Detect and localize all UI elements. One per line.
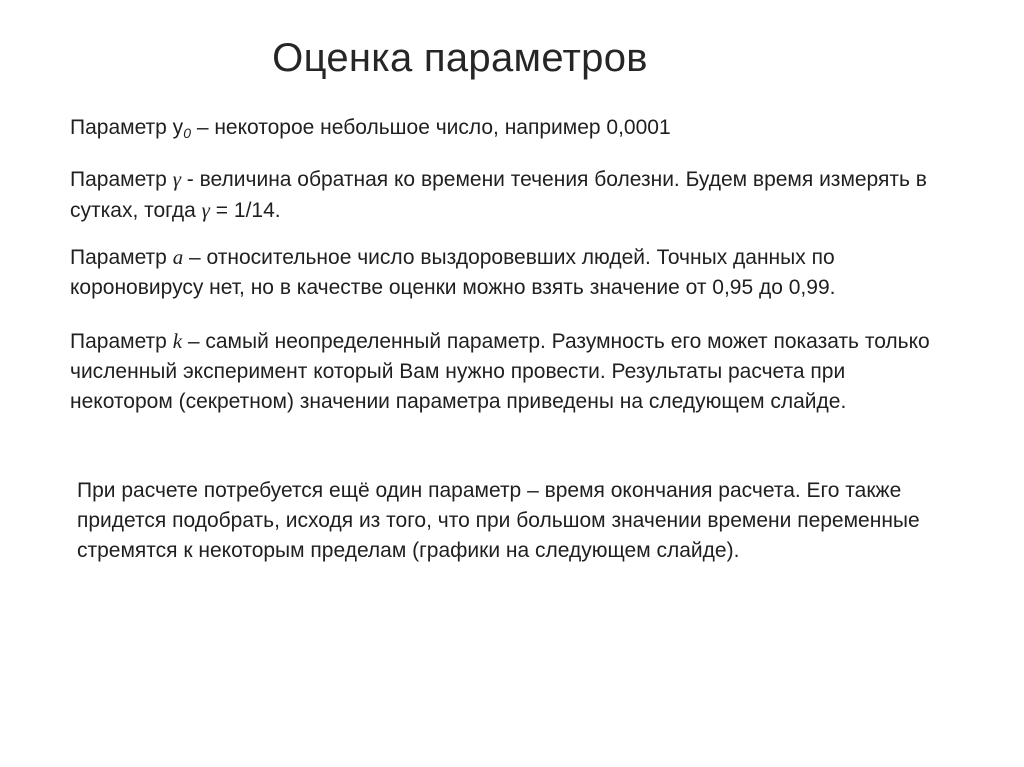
parameter-gamma-paragraph [70,164,950,226]
k-symbol: k [172,329,183,353]
end-time-paragraph: При расчете потребуется ещё один параметр – время окончания расчета. Его также придется подобрать, исходя из того, что при большом значении времени переменные стремятся к некоторым пределам (графики на следующем слайде). [77,479,920,562]
parameter-a-paragraph [70,242,950,303]
p3-prefix: Параметр [70,246,173,269]
p2-prefix: Параметр [70,168,173,191]
gamma-symbol-2: γ [201,198,210,222]
p1-prefix: Параметр y [70,116,184,139]
parameter-k-paragraph [70,326,950,417]
parameter-y0-paragraph [70,113,950,148]
a-symbol: a [172,245,184,269]
p3-rest: – относительное число выздоровевших людей. Точных данных по короновирусу нет, но в качестве оценки можно взять значение от 0,95 до 0,99. [70,246,836,299]
p4-rest: – самый неопределенный параметр. Разумность его может показать только численный эксперимент который Вам нужно провести. Результаты расчета при некотором (секретном) значении параметра приведены на следующем слайде. [70,330,930,413]
p1-subscript: 0 [183,125,191,141]
p2-middle: - величина обратная ко времени течения болезни. Будем время измерять в сутках, тогда [70,168,927,222]
p4-prefix: Параметр [70,330,173,353]
p1-rest: – некоторое небольшое число, например 0,0001 [190,116,671,139]
gamma-symbol: γ [172,167,181,191]
slide-title: Оценка параметров [272,36,648,80]
p2-rest: = 1/14. [209,199,281,222]
